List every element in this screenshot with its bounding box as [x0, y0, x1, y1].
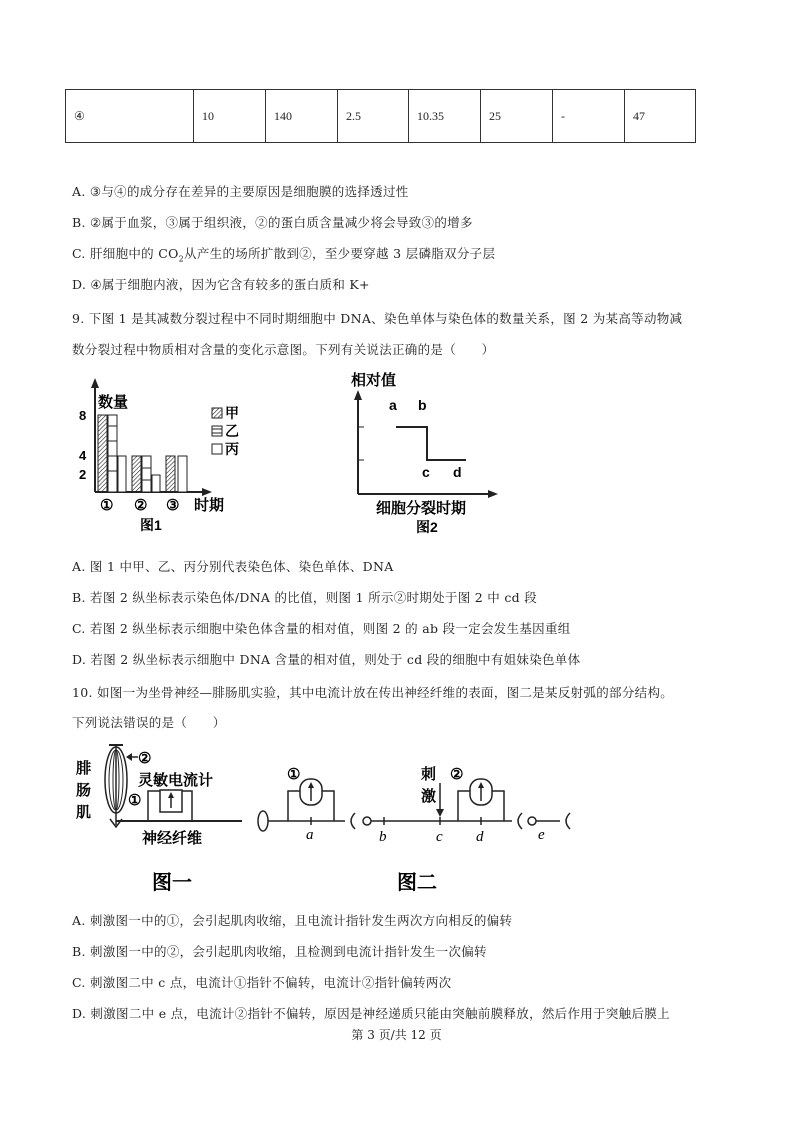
fig1-legend-swatch-bing [212, 444, 222, 454]
fig1-ylabel: 数量 [98, 394, 129, 411]
fig1-period-1: ① [100, 497, 114, 514]
fig1-ytick-4: 4 [79, 448, 87, 463]
fig1-legend-yi: 乙 [225, 423, 239, 439]
fig1-bar-1-bing [118, 456, 126, 492]
page-footer: 第 3 页/共 12 页 [351, 1028, 442, 1042]
synapse-3 [566, 813, 570, 829]
point-c: c [436, 829, 443, 845]
fig1-bar-2-bing [152, 475, 160, 492]
nerve-label: 神经纤维 [142, 830, 203, 847]
q10-option-d: D. 刺激图二中 e 点，电流计②指针不偏转，原因是神经递质只能由突触前膜释放，然后作用于突触后膜上 [72, 1006, 670, 1021]
table-cell: 10 [194, 90, 266, 143]
fig2-caption: 图2 [416, 519, 438, 535]
point-d: d [476, 829, 484, 845]
mark-2: ② [138, 750, 152, 767]
fig1-legend-bing: 丙 [225, 441, 239, 457]
q8-c-text-rest: 从产生的场所扩散到②，至少要穿越 3 层磷脂双分子层 [184, 246, 496, 261]
fig-one-caption: 图一 [152, 872, 192, 894]
table-cell: ④ [66, 90, 194, 143]
fig1-y-arrow [91, 378, 99, 388]
fig2-point-b: b [418, 397, 427, 413]
meter2-label: ② [450, 766, 464, 783]
synapse-2 [518, 813, 522, 829]
table-cell: 47 [625, 90, 696, 143]
point-b: b [379, 829, 387, 845]
muscle-label-2: 肠 [76, 782, 92, 799]
fig2-x-arrow [488, 490, 498, 498]
fig-two-caption: 图二 [397, 872, 437, 894]
q10-option-b: B. 刺激图一中的②，会引起肌肉收缩，且检测到电流计指针发生一次偏转 [72, 944, 487, 959]
q10-stem: 10. 如图一为坐骨神经—腓肠肌实验，其中电流计放在传出神经纤维的表面，图二是某反射弧的部分结构。 [72, 685, 674, 700]
q10-figures [70, 735, 590, 900]
table-cell: - [553, 90, 625, 143]
figure-one [76, 745, 242, 894]
fig2-curve [396, 427, 466, 460]
point-a: a [306, 827, 314, 843]
fig1-legend-swatch-jia [212, 408, 222, 418]
stimulus-label-1: 刺 [421, 766, 437, 783]
q8-c-sub: 2 [178, 254, 185, 264]
fig1-xlabel: 时期 [194, 497, 225, 514]
neuron-3-start [528, 817, 536, 825]
fig1-legend-jia: 甲 [225, 405, 239, 421]
q8-option-d: D. ④属于细胞内液，因为它含有较多的蛋白质和 K+ [72, 277, 370, 292]
fig1-bar-3-jia [166, 456, 175, 492]
table-row [66, 90, 696, 143]
figure-1 [79, 378, 239, 533]
fig1-bar-1-yi [108, 415, 117, 492]
fig1-bar-2-jia [132, 456, 141, 492]
q9-stem-cont: 数分裂过程中物质相对含量的变化示意图。下列有关说法正确的是（ ） [72, 342, 495, 357]
data-table [65, 89, 696, 143]
figure-two [258, 766, 570, 894]
fig1-x-arrow [202, 488, 212, 496]
fig2-point-c: c [422, 464, 430, 480]
q10-option-a: A. 刺激图一中的①，会引起肌肉收缩，且电流计指针发生两次方向相反的偏转 [72, 913, 513, 928]
table-cell: 10.35 [409, 90, 481, 143]
q8-c-text: C. 肝细胞中的 CO [72, 246, 179, 261]
fig1-period-2: ② [134, 497, 148, 514]
fig2-point-a: a [389, 397, 397, 413]
figure-2 [351, 371, 498, 535]
fig1-period-3: ③ [166, 497, 180, 514]
meter-label: 灵敏电流计 [138, 772, 214, 789]
meter1-label: ① [287, 766, 301, 783]
q8-option-b: B. ②属于血浆，③属于组织液，②的蛋白质含量减少将会导致③的增多 [72, 215, 473, 230]
fig1-ytick-2: 2 [79, 467, 87, 482]
q8-option-a: A. ③与④的成分存在差异的主要原因是细胞膜的选择透过性 [72, 184, 409, 199]
q10-option-c: C. 刺激图二中 c 点，电流计①指针不偏转，电流计②指针偏转两次 [72, 975, 452, 990]
fig1-ytick-8: 8 [79, 408, 87, 423]
q9-option-c: C. 若图 2 纵坐标表示细胞中染色体含量的相对值，则图 2 的 ab 段一定会发生基因重组 [72, 621, 571, 636]
q10-stem-cont: 下列说法错误的是（ ） [72, 715, 226, 730]
fig2-ylabel: 相对值 [351, 372, 397, 389]
q9-option-a: A. 图 1 中甲、乙、丙分别代表染色体、染色单体、DNA [72, 559, 394, 574]
q9-option-d: D. 若图 2 纵坐标表示细胞中 DNA 含量的相对值，则处于 cd 段的细胞中有姐妹染色单体 [72, 652, 581, 667]
fig1-bar-1-jia [98, 415, 107, 492]
table-cell: 2.5 [338, 90, 409, 143]
mark2-arrow [126, 753, 132, 761]
neuron-body [258, 811, 268, 831]
table-cell: 25 [481, 90, 553, 143]
table-cell: 140 [266, 90, 338, 143]
fig2-y-arrow [354, 390, 362, 400]
neuron-2-start [363, 817, 371, 825]
q9-stem: 9. 下图 1 是其减数分裂过程中不同时期细胞中 DNA、染色单体与染色体的数量关系，图 2 为某高等动物减 [72, 311, 683, 326]
fig1-legend-swatch-yi [212, 426, 222, 436]
q9-figures [74, 366, 524, 546]
muscle-label-1: 腓 [76, 760, 92, 777]
stimulus-arrow-head [436, 809, 444, 817]
fig2-point-d: d [453, 464, 462, 480]
fig1-caption: 图1 [140, 517, 162, 533]
fig2-xlabel: 细胞分裂时期 [376, 500, 467, 517]
q9-option-b: B. 若图 2 纵坐标表示染色体/DNA 的比值，则图 1 所示②时期处于图 2 中 cd 段 [72, 590, 538, 605]
stimulus-label-2: 激 [421, 788, 437, 805]
point-e: e [538, 827, 545, 843]
synapse-1 [351, 813, 355, 829]
fig1-bar-2-yi [142, 456, 151, 492]
mark-1: ① [128, 792, 142, 809]
fig1-bar-3-bing [178, 456, 187, 492]
muscle-label-3: 肌 [76, 804, 92, 821]
q8-option-c [72, 244, 495, 264]
